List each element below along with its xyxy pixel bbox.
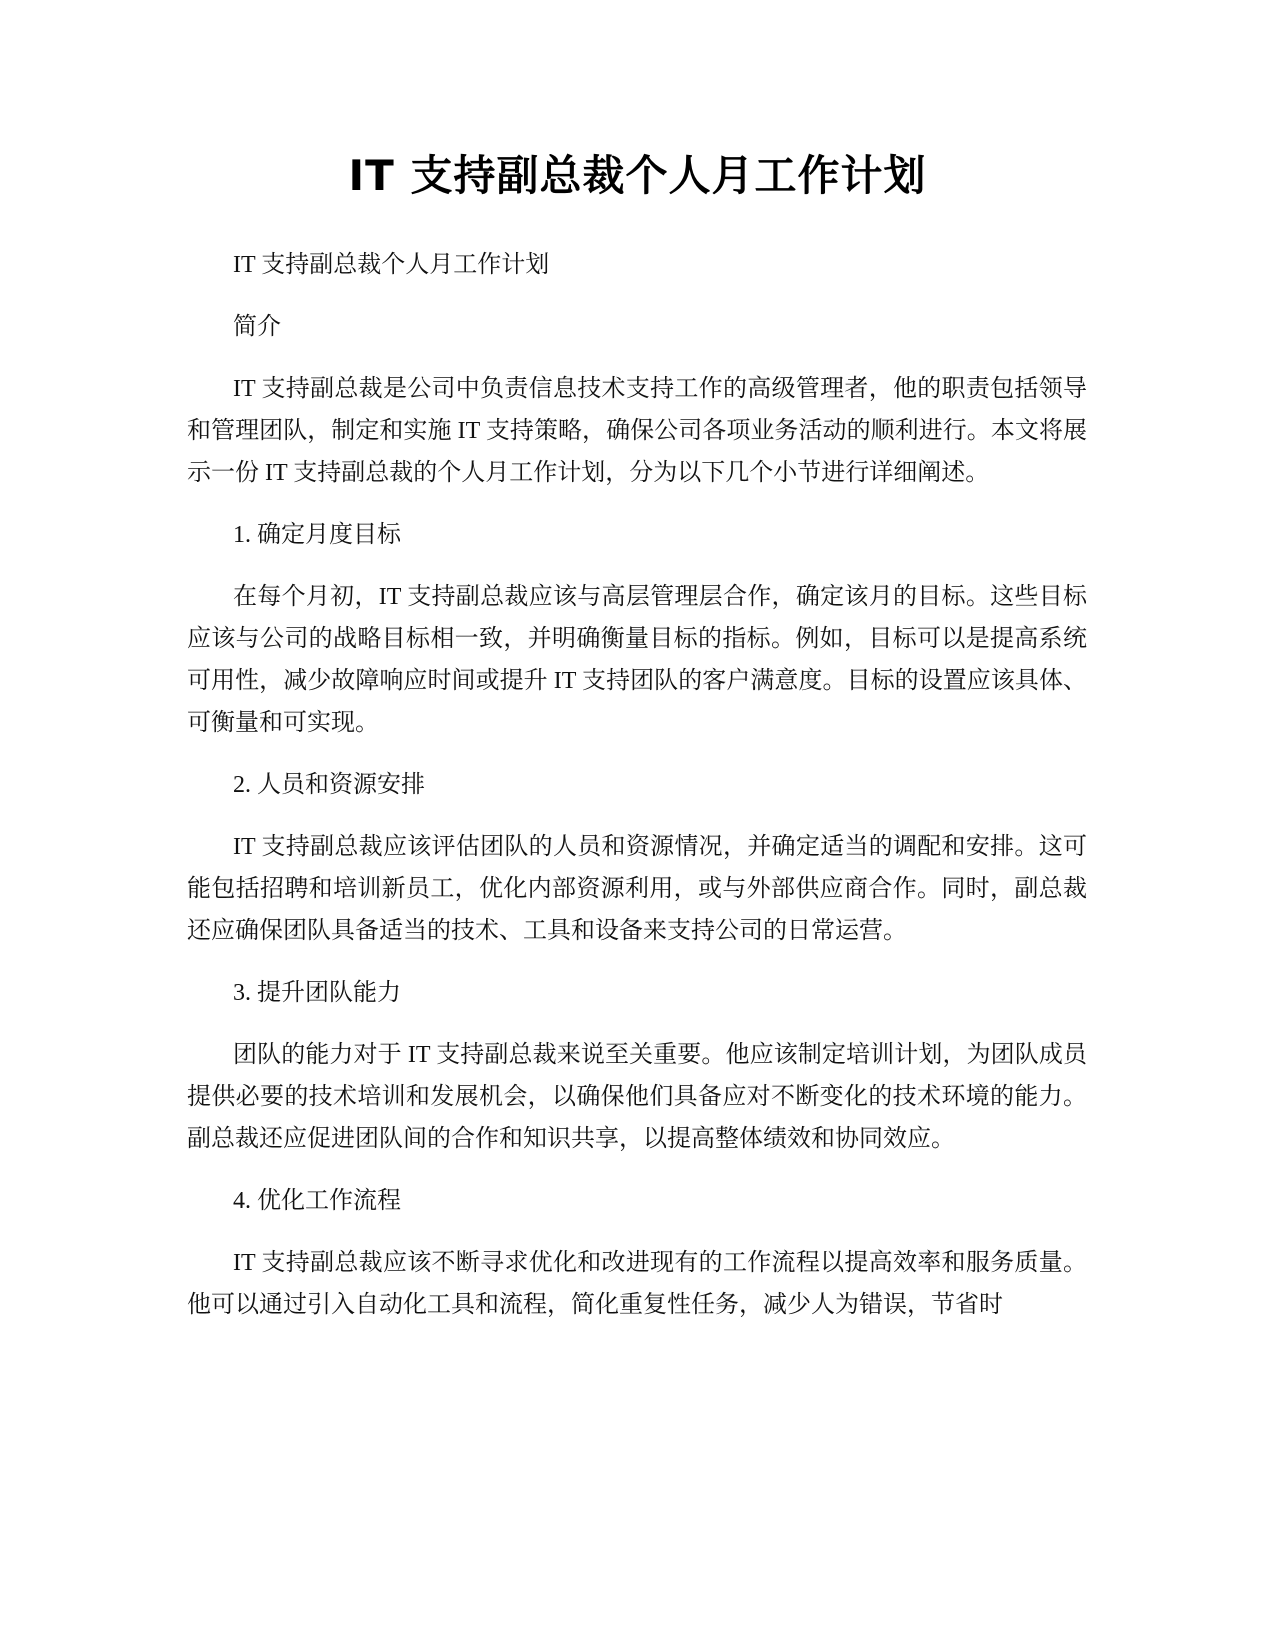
section-1-paragraph: 在每个月初，IT 支持副总裁应该与高层管理层合作，确定该月的目标。这些目标应该与公司的战略目标相一致，并明确衡量目标的指标。例如，目标可以是提高系统可用性，减少故障响应时间或提升 IT 支持团队的客户满意度。目标的设置应该具体、可衡量和可实现。: [187, 584, 1087, 736]
document-body: [187, 244, 1087, 1346]
section-heading-3: 3. 提升团队能力: [233, 980, 401, 1006]
section-3-paragraph: 团队的能力对于 IT 支持副总裁来说至关重要。他应该制定培训计划，为团队成员提供必要的技术培训和发展机会，以确保他们具备应对不断变化的技术环境的能力。副总裁还应促进团队间的合作和知识共享，以提高整体绩效和协同效应。: [187, 1042, 1087, 1152]
section-heading-2: 2. 人员和资源安排: [233, 772, 425, 798]
section-heading-intro: 简介: [233, 314, 281, 340]
document-title: IT 支持副总裁个人月工作计划: [348, 151, 927, 200]
section-2-paragraph: IT 支持副总裁应该评估团队的人员和资源情况，并确定适当的调配和安排。这可能包括招聘和培训新员工，优化内部资源利用，或与外部供应商合作。同时，副总裁还应确保团队具备适当的技术、工具和设备来支持公司的日常运营。: [187, 834, 1087, 944]
section-heading-4: 4. 优化工作流程: [233, 1188, 401, 1214]
intro-paragraph: IT 支持副总裁是公司中负责信息技术支持工作的高级管理者，他的职责包括领导和管理团队，制定和实施 IT 支持策略，确保公司各项业务活动的顺利进行。本文将展示一份 IT 支持副总裁的个人月工作计划，分为以下几个小节进行详细阐述。: [187, 376, 1087, 486]
subtitle-paragraph: IT 支持副总裁个人月工作计划: [233, 252, 550, 278]
section-heading-1: 1. 确定月度目标: [233, 522, 401, 548]
section-4-paragraph: IT 支持副总裁应该不断寻求优化和改进现有的工作流程以提高效率和服务质量。他可以通过引入自动化工具和流程，简化重复性任务，减少人为错误，节省时: [187, 1250, 1087, 1318]
